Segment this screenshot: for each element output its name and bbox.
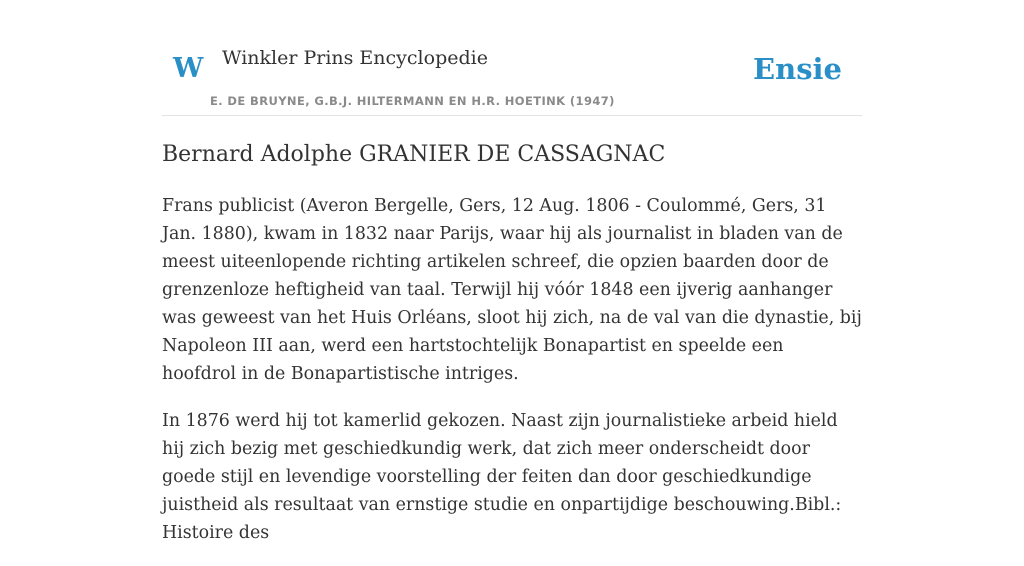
site-header <box>162 0 862 116</box>
article-body <box>162 192 862 566</box>
ensie-brand-link[interactable]: Ensie <box>753 52 842 86</box>
winkler-prins-logo-icon[interactable]: W <box>173 53 204 84</box>
page <box>162 0 862 543</box>
article-title: Bernard Adolphe GRANIER DE CASSAGNAC <box>162 142 666 167</box>
article-paragraph: In 1876 werd hij tot kamerlid gekozen. Naast zijn journalistieke arbeid hield hij zich bezig met geschiedkundig werk, dat zich meer onderscheidt door goede stijl en levendige voorstelling der feiten dan door geschiedkundige juistheid als resultaat van ernstige studie en onpartijdige beschouwing.Bibl.: Histoire des <box>162 411 842 543</box>
site-authors: E. DE BRUYNE, G.B.J. HILTERMANN EN H.R. HOETINK (1947) <box>210 94 615 108</box>
site-title[interactable]: Winkler Prins Encyclopedie <box>222 47 488 69</box>
article-paragraph: Frans publicist (Averon Bergelle, Gers, 12 Aug. 1806 - Coulommé, Gers, 31 Jan. 1880), kwam in 1832 naar Parijs, waar hij als journalist in bladen van de meest uiteenlopende richting artikelen schreef, die opzien baarden door de grenzenloze heftigheid van taal. Terwijl hij vóór 1848 een ijverig aanhanger was geweest van het Huis Orléans, sloot hij zich, na de val van die dynastie, bij Napoleon III aan, werd een hartstochtelijk Bonapartist en speelde een hoofdrol in de Bonapartistische intriges. <box>162 196 862 384</box>
